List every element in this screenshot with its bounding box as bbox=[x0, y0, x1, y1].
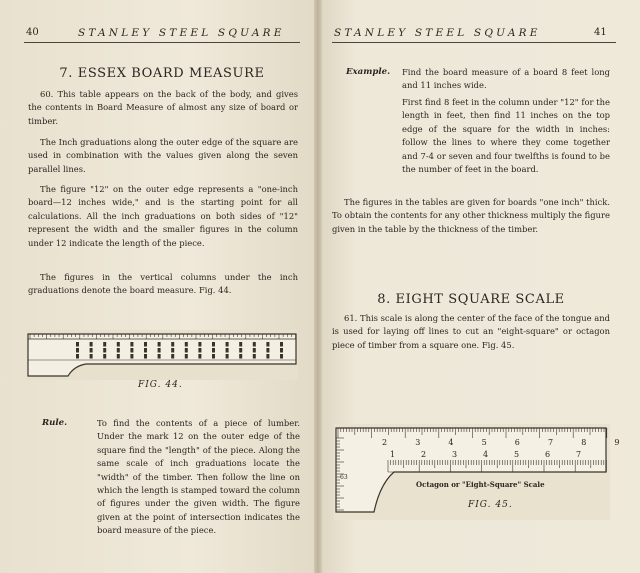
figure-45-inner-label: Octagon or "Eight-Square" Scale bbox=[416, 480, 545, 489]
scale-number: 9 bbox=[614, 438, 620, 447]
running-head: STANLEY STEEL SQUARE bbox=[78, 27, 285, 39]
scale-number: 5 bbox=[481, 438, 487, 447]
paragraph-vertical-columns: The figures in the vertical columns under the inch graduations denote the board measure. Fig. 44. bbox=[28, 272, 298, 296]
table-cell-mark bbox=[103, 342, 106, 347]
figure-45-caption: FIG. 45. bbox=[468, 500, 513, 510]
table-cell-mark bbox=[144, 348, 147, 353]
table-cell-mark bbox=[171, 348, 174, 353]
example-text: Find the board measure of a board 8 feet long and 11 inches wide. bbox=[402, 67, 610, 91]
table-cell-mark bbox=[253, 342, 256, 347]
table-cell-mark bbox=[144, 354, 147, 359]
scale-number: 2 bbox=[421, 450, 427, 459]
paragraph-inch-graduations: The Inch graduations along the outer edge of the square are used in combination with the values given along the seven parallel lines. bbox=[28, 137, 298, 174]
table-cell-mark bbox=[117, 354, 120, 359]
scale-number: 7 bbox=[576, 450, 582, 459]
table-cell-mark bbox=[158, 342, 161, 347]
table-cell-mark bbox=[130, 354, 133, 359]
scale-number: 1 bbox=[390, 450, 396, 459]
header-rule bbox=[332, 42, 616, 43]
right-page bbox=[318, 0, 640, 573]
scale-number: 7 bbox=[548, 438, 554, 447]
paragraph-60: 60. This table appears on the back of the body, and gives the contents in Board Measure of almost any size of board or timber. bbox=[28, 89, 298, 126]
section-title: 7. ESSEX BOARD MEASURE bbox=[59, 66, 265, 81]
figure-45-side-mark: 63 bbox=[340, 474, 348, 481]
scale-number: 3 bbox=[452, 450, 458, 459]
example-solution: First find 8 feet in the column under "12" for the length in feet, then find 11 inches on the top edge of the square for the width in inches: follow the lines to where they come together and 7-4 or seven and four twelfths is found to be the number of feet in the board. bbox=[402, 97, 610, 175]
table-cell-mark bbox=[185, 348, 188, 353]
page-number: 40 bbox=[26, 27, 39, 38]
page-number: 41 bbox=[594, 27, 607, 38]
table-cell-mark bbox=[239, 354, 242, 359]
table-cell-mark bbox=[185, 342, 188, 347]
table-cell-mark bbox=[117, 342, 120, 347]
table-cell-mark bbox=[280, 348, 283, 353]
scale-number: 4 bbox=[448, 438, 454, 447]
table-cell-mark bbox=[90, 348, 93, 353]
table-cell-mark bbox=[144, 342, 147, 347]
paragraph-thickness: The figures in the tables are given for boards "one inch" thick. To obtain the contents for any other thickness multiply the figure given in the table by the thickness of the timber. bbox=[332, 197, 610, 234]
table-cell-mark bbox=[280, 342, 283, 347]
table-cell-mark bbox=[212, 348, 215, 353]
scale-number: 5 bbox=[514, 450, 520, 459]
table-cell-mark bbox=[212, 354, 215, 359]
scale-number: 3 bbox=[415, 438, 421, 447]
book-gutter bbox=[314, 0, 322, 573]
table-cell-mark bbox=[253, 348, 256, 353]
table-cell-mark bbox=[212, 342, 215, 347]
table-cell-mark bbox=[253, 354, 256, 359]
scale-number: 8 bbox=[581, 438, 587, 447]
table-cell-mark bbox=[158, 348, 161, 353]
paragraph-61: 61. This scale is along the center of the face of the tongue and is used for laying off lines to cut an "eight-square" or octagon piece of timber from a square one. Fig. 45. bbox=[332, 313, 610, 350]
table-cell-mark bbox=[266, 342, 269, 347]
figure-44-caption: FIG. 44. bbox=[138, 380, 183, 390]
table-cell-mark bbox=[198, 342, 201, 347]
table-cell-mark bbox=[239, 348, 242, 353]
table-cell-mark bbox=[239, 342, 242, 347]
scale-number: 2 bbox=[382, 438, 388, 447]
scale-number: 6 bbox=[514, 438, 520, 447]
figure-44-square-image bbox=[26, 330, 298, 380]
table-cell-mark bbox=[266, 348, 269, 353]
scale-number: 4 bbox=[483, 450, 489, 459]
table-cell-mark bbox=[90, 342, 93, 347]
table-cell-mark bbox=[171, 342, 174, 347]
table-cell-mark bbox=[198, 348, 201, 353]
scale-number: 6 bbox=[545, 450, 551, 459]
table-cell-mark bbox=[76, 354, 79, 359]
table-cell-mark bbox=[130, 348, 133, 353]
left-page bbox=[0, 0, 318, 573]
table-cell-mark bbox=[76, 342, 79, 347]
running-head: STANLEY STEEL SQUARE bbox=[334, 27, 541, 39]
table-cell-mark bbox=[266, 354, 269, 359]
table-cell-mark bbox=[158, 354, 161, 359]
header-rule bbox=[24, 42, 300, 43]
section-title: 8. EIGHT SQUARE SCALE bbox=[377, 292, 565, 307]
rule-label: Rule. bbox=[42, 418, 68, 428]
table-cell-mark bbox=[76, 348, 79, 353]
table-cell-mark bbox=[117, 348, 120, 353]
table-cell-mark bbox=[130, 342, 133, 347]
example-label: Example. bbox=[346, 67, 391, 77]
table-cell-mark bbox=[185, 354, 188, 359]
table-cell-mark bbox=[226, 348, 229, 353]
paragraph-figure-12: The figure "12" on the outer edge represents a "one-inch board—12 inches wide," and is the starting point for all calculations. All the inch graduations on both sides of "12" represent the width and the smaller figures in the column under 12 indicate the length of the piece. bbox=[28, 184, 298, 248]
table-cell-mark bbox=[90, 354, 93, 359]
table-cell-mark bbox=[226, 354, 229, 359]
table-cell-mark bbox=[198, 354, 201, 359]
table-cell-mark bbox=[280, 354, 283, 359]
table-cell-mark bbox=[103, 348, 106, 353]
table-cell-mark bbox=[103, 354, 106, 359]
rule-text: To find the contents of a piece of lumber. Under the mark 12 on the outer edge of the square find the "length" of the piece. Along the same scale of inch graduations locate the "width" of the timber. Then follow the line on which the length is stamped toward the column of figures under the given width. The figure given at the point of intersection indicates the board measure of the piece. bbox=[97, 418, 300, 536]
table-cell-mark bbox=[171, 354, 174, 359]
table-cell-mark bbox=[226, 342, 229, 347]
